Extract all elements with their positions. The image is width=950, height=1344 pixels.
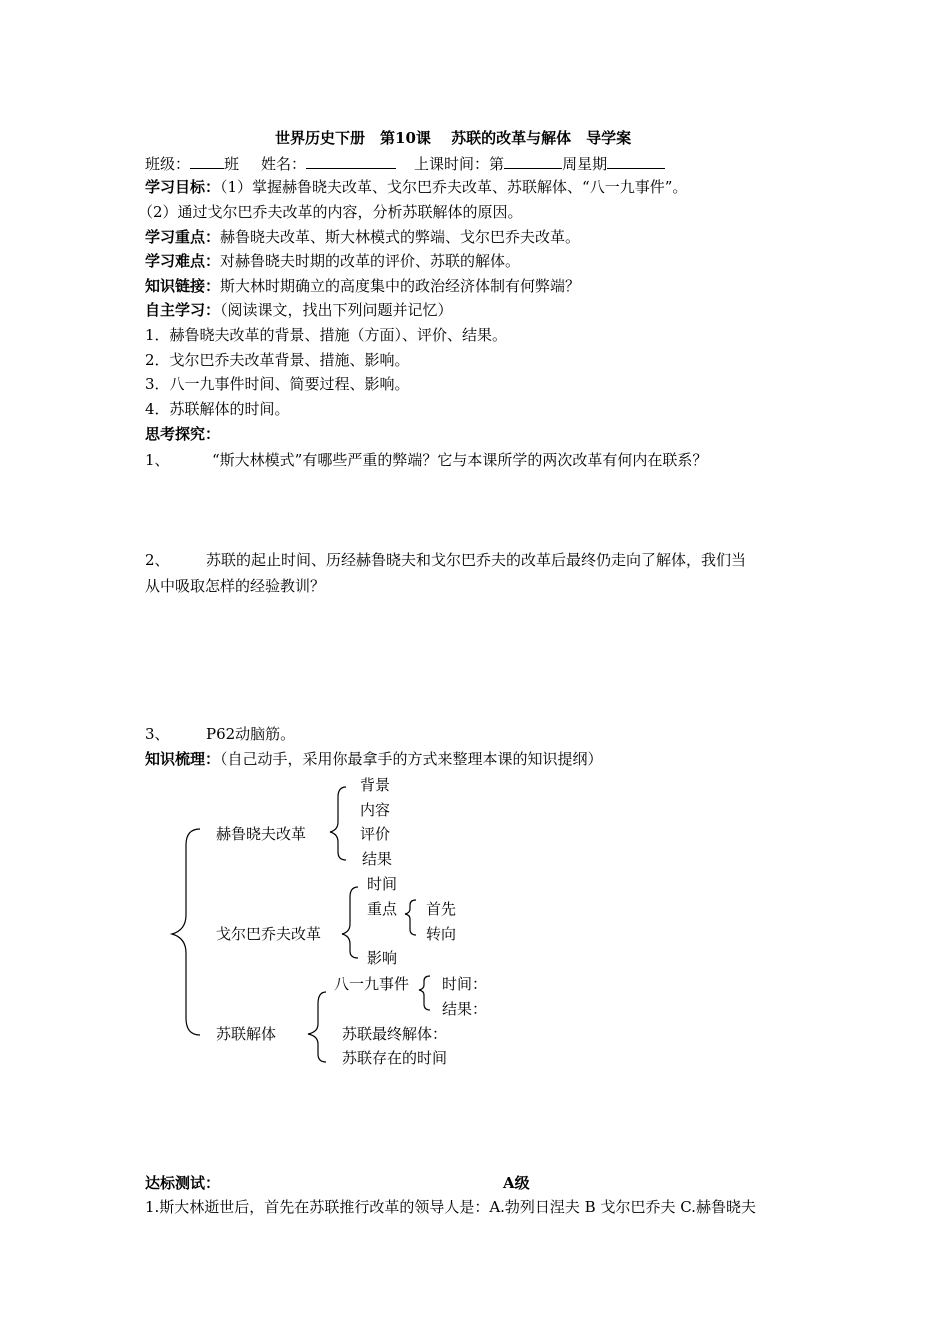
outline-khrushchev: 赫鲁晓夫改革 — [216, 825, 307, 843]
inquiry-q3-number: 3、 — [145, 725, 170, 743]
outline-khrushchev-item-3: 评价 — [360, 825, 391, 843]
self-study-item-3: 3．八一九事件时间、简要过程、影响。 — [145, 375, 410, 393]
outline-gorbachev: 戈尔巴乔夫改革 — [216, 925, 322, 943]
links-label: 知识链接： — [145, 277, 221, 295]
class-label: 班级： — [145, 155, 191, 173]
gorbachev-brace — [342, 887, 358, 958]
self-study-note: （阅读课文，找出下列问题并记忆） — [220, 301, 453, 319]
inquiry-q1-text: “斯大林模式”有哪些严重的弊端？它与本课所学的两次改革有何内在联系？ — [212, 451, 708, 469]
dissolution-brace — [308, 992, 326, 1062]
objectives-label: 学习目标： — [145, 178, 221, 196]
outline-final-dissolution: 苏联最终解体： — [342, 1025, 448, 1043]
self-study-item-2: 2．戈尔巴乔夫改革背景、措施、影响。 — [145, 351, 410, 369]
inquiry-q2-line-1: 苏联的起止时间、历经赫鲁晓夫和戈尔巴乔夫的改革后最终仍走向了解体，我们当 — [206, 551, 747, 569]
self-study-label: 自主学习： — [145, 301, 221, 319]
outline-focus-item-1: 首先 — [426, 900, 457, 918]
test-level: A级 — [503, 1174, 530, 1192]
inquiry-q1-number: 1、 — [145, 451, 170, 469]
key-points-label: 学习重点： — [145, 228, 221, 246]
difficulties-text: 对赫鲁晓夫时期的改革的评价、苏联的解体。 — [220, 252, 521, 270]
outline-dissolution: 苏联解体 — [216, 1025, 277, 1043]
main-brace — [172, 829, 200, 1035]
week-label: 周星期 — [562, 155, 608, 173]
test-label: 达标测试： — [145, 1174, 221, 1192]
time-label: 上课时间：第 — [414, 155, 505, 173]
outline-gorbachev-time: 时间 — [367, 875, 398, 893]
inquiry-q2-number: 2、 — [145, 551, 170, 569]
outline-august-item-1: 时间： — [442, 975, 488, 993]
focus-brace — [405, 900, 416, 935]
class-suffix: 班 — [224, 155, 240, 173]
outline-august-event: 八一九事件 — [334, 975, 410, 993]
outline-note: （自己动手，采用你最拿手的方式来整理本课的知识提纲） — [220, 750, 603, 768]
self-study-item-4: 4．苏联解体的时间。 — [145, 400, 290, 418]
outline-focus-item-2: 转向 — [426, 925, 457, 943]
inquiry-label: 思考探究： — [145, 425, 221, 443]
key-points-text: 赫鲁晓夫改革、斯大林模式的弊端、戈尔巴乔夫改革。 — [220, 228, 581, 246]
objectives-item-1: （1）掌握赫鲁晓夫改革、戈尔巴乔夫改革、苏联解体、“八一九事件”。 — [220, 178, 688, 196]
page-title: 世界历史下册 第10课 苏联的改革与解体 导学案 — [275, 129, 632, 147]
outline-gorbachev-focus: 重点 — [367, 900, 398, 918]
test-question-1: 1.斯大林逝世后，首先在苏联推行改革的领导人是：A.勃列日涅夫 B 戈尔巴乔夫 C.赫鲁晓夫 — [145, 1198, 756, 1216]
outline-gorbachev-impact: 影响 — [367, 949, 398, 967]
links-text: 斯大林时期确立的高度集中的政治经济体制有何弊端？ — [220, 277, 581, 295]
outline-existence: 苏联存在的时间 — [342, 1049, 448, 1067]
outline-khrushchev-item-1: 背景 — [360, 776, 391, 794]
august-brace — [419, 976, 430, 1010]
khrushchev-brace — [330, 787, 346, 860]
outline-label: 知识梳理： — [145, 750, 221, 768]
objectives-item-2: （2）通过戈尔巴乔夫改革的内容，分析苏联解体的原因。 — [138, 203, 523, 221]
inquiry-q2-line-2: 从中吸取怎样的经验教训？ — [145, 577, 326, 595]
outline-khrushchev-item-2: 内容 — [360, 801, 391, 819]
self-study-item-1: 1．赫鲁晓夫改革的背景、措施（方面）、评价、结果。 — [145, 326, 508, 344]
difficulties-label: 学习难点： — [145, 252, 221, 270]
outline-khrushchev-item-4: 结果 — [362, 850, 393, 868]
name-label: 姓名： — [261, 155, 307, 173]
outline-august-item-2: 结果： — [442, 1000, 488, 1018]
inquiry-q3-text: P62动脑筋。 — [206, 725, 296, 743]
